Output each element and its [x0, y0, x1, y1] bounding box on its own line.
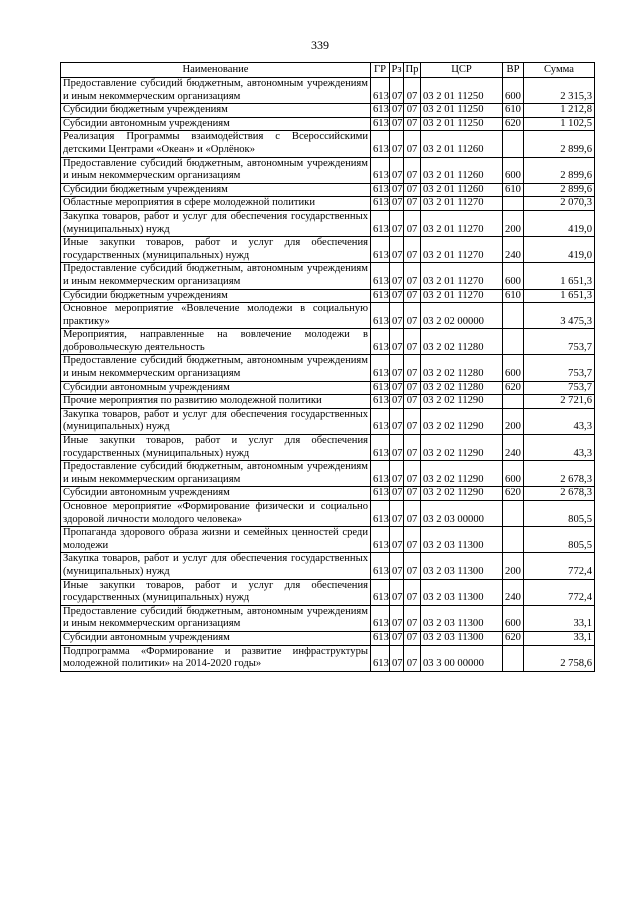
- cell-name: Пропаганда здорового образа жизни и семейных ценностей среди молодежи: [61, 527, 371, 553]
- table-row: [61, 131, 595, 157]
- cell-gr: 613: [371, 487, 390, 501]
- cell-gr: 613: [371, 579, 390, 605]
- cell-vr: 240: [503, 237, 524, 263]
- cell-vr: [503, 131, 524, 157]
- cell-pr: 07: [404, 579, 421, 605]
- cell-name: Основное мероприятие «Вовлечение молодежи в социальную практику»: [61, 303, 371, 329]
- cell-pr: 07: [404, 395, 421, 409]
- cell-name: Иные закупки товаров, работ и услуг для обеспечения государственных (муниципальных) нужд: [61, 579, 371, 605]
- table-row: [61, 104, 595, 118]
- cell-csr: 03 2 01 11250: [421, 78, 503, 104]
- cell-sum: 43,3: [524, 408, 595, 434]
- cell-name: Предоставление субсидий бюджетным, автономным учреждениям и иным некоммерческим организациям: [61, 355, 371, 381]
- cell-vr: 200: [503, 553, 524, 579]
- cell-sum: 2 678,3: [524, 461, 595, 487]
- cell-sum: 2 899,6: [524, 131, 595, 157]
- cell-pr: 07: [404, 157, 421, 183]
- cell-sum: 2 899,6: [524, 157, 595, 183]
- cell-csr: 03 2 01 11250: [421, 117, 503, 131]
- cell-gr: 613: [371, 78, 390, 104]
- cell-name: Предоставление субсидий бюджетным, автономным учреждениям и иным некоммерческим организациям: [61, 461, 371, 487]
- column-header-csr: ЦСР: [421, 63, 503, 78]
- cell-gr: 613: [371, 210, 390, 236]
- cell-sum: 43,3: [524, 435, 595, 461]
- cell-name: Предоставление субсидий бюджетным, автономным учреждениям и иным некоммерческим организациям: [61, 263, 371, 289]
- cell-vr: 200: [503, 210, 524, 236]
- cell-gr: 613: [371, 501, 390, 527]
- cell-vr: [503, 395, 524, 409]
- column-header-gr: ГР: [371, 63, 390, 78]
- cell-sum: 419,0: [524, 210, 595, 236]
- cell-vr: 600: [503, 157, 524, 183]
- cell-pr: 07: [404, 435, 421, 461]
- column-header-sum: Сумма: [524, 63, 595, 78]
- cell-csr: 03 2 02 11290: [421, 487, 503, 501]
- cell-pr: 07: [404, 183, 421, 197]
- cell-name: Реализация Программы взаимодействия с Всероссийскими детскими Центрами «Океан» и «Орлёнок»: [61, 131, 371, 157]
- column-header-rz: Рз: [390, 63, 404, 78]
- cell-name: Закупка товаров, работ и услуг для обеспечения государственных (муниципальных) нужд: [61, 408, 371, 434]
- cell-vr: [503, 501, 524, 527]
- table-row: [61, 303, 595, 329]
- cell-sum: 753,7: [524, 355, 595, 381]
- cell-pr: 07: [404, 631, 421, 645]
- cell-csr: 03 2 01 11260: [421, 183, 503, 197]
- cell-gr: 613: [371, 381, 390, 395]
- cell-vr: [503, 303, 524, 329]
- cell-rz: 07: [390, 329, 404, 355]
- cell-rz: 07: [390, 645, 404, 671]
- cell-csr: 03 2 03 11300: [421, 553, 503, 579]
- cell-rz: 07: [390, 605, 404, 631]
- cell-sum: 1 102,5: [524, 117, 595, 131]
- cell-csr: 03 3 00 00000: [421, 645, 503, 671]
- cell-sum: 772,4: [524, 553, 595, 579]
- table-body: [61, 78, 595, 672]
- cell-name: Закупка товаров, работ и услуг для обеспечения государственных (муниципальных) нужд: [61, 553, 371, 579]
- table-row: [61, 461, 595, 487]
- cell-name: Субсидии автономным учреждениям: [61, 117, 371, 131]
- cell-name: Субсидии автономным учреждениям: [61, 487, 371, 501]
- cell-vr: 600: [503, 605, 524, 631]
- cell-pr: 07: [404, 237, 421, 263]
- cell-sum: 2 678,3: [524, 487, 595, 501]
- table-row: [61, 553, 595, 579]
- cell-sum: 2 758,6: [524, 645, 595, 671]
- cell-csr: 03 2 03 00000: [421, 501, 503, 527]
- cell-gr: 613: [371, 631, 390, 645]
- cell-csr: 03 2 02 11280: [421, 329, 503, 355]
- cell-pr: 07: [404, 381, 421, 395]
- cell-vr: 200: [503, 408, 524, 434]
- cell-csr: 03 2 03 11300: [421, 579, 503, 605]
- cell-csr: 03 2 02 11290: [421, 461, 503, 487]
- cell-pr: 07: [404, 487, 421, 501]
- cell-gr: 613: [371, 117, 390, 131]
- cell-rz: 07: [390, 131, 404, 157]
- cell-gr: 613: [371, 527, 390, 553]
- cell-pr: 07: [404, 131, 421, 157]
- cell-sum: 419,0: [524, 237, 595, 263]
- table-row: [61, 197, 595, 211]
- cell-csr: 03 2 01 11270: [421, 197, 503, 211]
- table-row: [61, 381, 595, 395]
- column-header-vr: ВР: [503, 63, 524, 78]
- cell-gr: 613: [371, 355, 390, 381]
- column-header-pr: Пр: [404, 63, 421, 78]
- page-number: 339: [311, 38, 329, 52]
- table-row: [61, 183, 595, 197]
- cell-gr: 613: [371, 183, 390, 197]
- cell-rz: 07: [390, 631, 404, 645]
- table-row: [61, 289, 595, 303]
- cell-sum: 805,5: [524, 527, 595, 553]
- cell-sum: 772,4: [524, 579, 595, 605]
- table-row: [61, 237, 595, 263]
- cell-pr: 07: [404, 527, 421, 553]
- cell-pr: 07: [404, 645, 421, 671]
- cell-name: Предоставление субсидий бюджетным, автономным учреждениям и иным некоммерческим организациям: [61, 605, 371, 631]
- cell-name: Мероприятия, направленные на вовлечение молодежи в добровольческую деятельность: [61, 329, 371, 355]
- cell-pr: 07: [404, 329, 421, 355]
- cell-pr: 07: [404, 605, 421, 631]
- cell-vr: 600: [503, 263, 524, 289]
- cell-gr: 613: [371, 605, 390, 631]
- cell-name: Иные закупки товаров, работ и услуг для обеспечения государственных (муниципальных) нужд: [61, 435, 371, 461]
- cell-csr: 03 2 01 11260: [421, 131, 503, 157]
- cell-sum: 753,7: [524, 329, 595, 355]
- cell-gr: 613: [371, 461, 390, 487]
- table-row: [61, 631, 595, 645]
- cell-name: Предоставление субсидий бюджетным, автономным учреждениям и иным некоммерческим организациям: [61, 78, 371, 104]
- cell-rz: 07: [390, 197, 404, 211]
- cell-rz: 07: [390, 395, 404, 409]
- cell-vr: 620: [503, 381, 524, 395]
- table-row: [61, 487, 595, 501]
- cell-name: Субсидии бюджетным учреждениям: [61, 183, 371, 197]
- cell-vr: 620: [503, 487, 524, 501]
- cell-rz: 07: [390, 381, 404, 395]
- cell-csr: 03 2 01 11250: [421, 104, 503, 118]
- table-row: [61, 605, 595, 631]
- cell-rz: 07: [390, 183, 404, 197]
- cell-csr: 03 2 02 11280: [421, 355, 503, 381]
- cell-name: Субсидии бюджетным учреждениям: [61, 104, 371, 118]
- cell-gr: 613: [371, 237, 390, 263]
- cell-rz: 07: [390, 263, 404, 289]
- cell-sum: 33,1: [524, 605, 595, 631]
- cell-gr: 613: [371, 197, 390, 211]
- cell-csr: 03 2 02 11290: [421, 408, 503, 434]
- table-row: [61, 435, 595, 461]
- cell-gr: 613: [371, 408, 390, 434]
- cell-pr: 07: [404, 303, 421, 329]
- cell-name: Субсидии автономным учреждениям: [61, 381, 371, 395]
- table-row: [61, 395, 595, 409]
- cell-pr: 07: [404, 117, 421, 131]
- cell-name: Иные закупки товаров, работ и услуг для обеспечения государственных (муниципальных) нужд: [61, 237, 371, 263]
- cell-rz: 07: [390, 435, 404, 461]
- cell-gr: 613: [371, 263, 390, 289]
- cell-vr: 610: [503, 183, 524, 197]
- cell-pr: 07: [404, 197, 421, 211]
- cell-vr: [503, 645, 524, 671]
- cell-rz: 07: [390, 303, 404, 329]
- table-row: [61, 527, 595, 553]
- cell-vr: 240: [503, 579, 524, 605]
- table-row: [61, 263, 595, 289]
- cell-gr: 613: [371, 395, 390, 409]
- cell-sum: 1 651,3: [524, 263, 595, 289]
- cell-vr: 600: [503, 78, 524, 104]
- cell-pr: 07: [404, 553, 421, 579]
- cell-pr: 07: [404, 289, 421, 303]
- cell-vr: 610: [503, 289, 524, 303]
- cell-sum: 2 070,3: [524, 197, 595, 211]
- cell-pr: 07: [404, 263, 421, 289]
- table-header-row: [61, 63, 595, 78]
- cell-rz: 07: [390, 210, 404, 236]
- cell-csr: 03 2 01 11270: [421, 237, 503, 263]
- table-row: [61, 78, 595, 104]
- table-row: [61, 329, 595, 355]
- cell-rz: 07: [390, 78, 404, 104]
- cell-vr: [503, 329, 524, 355]
- cell-pr: 07: [404, 408, 421, 434]
- cell-pr: 07: [404, 461, 421, 487]
- cell-rz: 07: [390, 104, 404, 118]
- budget-table: [60, 62, 595, 672]
- cell-csr: 03 2 02 11280: [421, 381, 503, 395]
- cell-vr: [503, 527, 524, 553]
- cell-rz: 07: [390, 553, 404, 579]
- cell-rz: 07: [390, 501, 404, 527]
- cell-sum: 753,7: [524, 381, 595, 395]
- cell-name: Предоставление субсидий бюджетным, автономным учреждениям и иным некоммерческим организациям: [61, 157, 371, 183]
- cell-gr: 613: [371, 131, 390, 157]
- table-row: [61, 408, 595, 434]
- cell-name: Прочие мероприятия по развитию молодежной политики: [61, 395, 371, 409]
- cell-sum: 1 212,8: [524, 104, 595, 118]
- table-row: [61, 501, 595, 527]
- cell-csr: 03 2 02 11290: [421, 435, 503, 461]
- cell-vr: 600: [503, 355, 524, 381]
- column-header-name: Наименование: [61, 63, 371, 78]
- cell-csr: 03 2 01 11270: [421, 210, 503, 236]
- cell-sum: 33,1: [524, 631, 595, 645]
- cell-gr: 613: [371, 645, 390, 671]
- cell-rz: 07: [390, 579, 404, 605]
- cell-sum: 2 315,3: [524, 78, 595, 104]
- cell-csr: 03 2 02 11290: [421, 395, 503, 409]
- table-row: [61, 117, 595, 131]
- table-row: [61, 645, 595, 671]
- cell-name: Подпрограмма «Формирование и развитие инфраструктуры молодежной политики» на 2014-2020 годы»: [61, 645, 371, 671]
- cell-gr: 613: [371, 303, 390, 329]
- cell-gr: 613: [371, 289, 390, 303]
- cell-csr: 03 2 03 11300: [421, 527, 503, 553]
- cell-rz: 07: [390, 527, 404, 553]
- table-row: [61, 355, 595, 381]
- cell-vr: 620: [503, 117, 524, 131]
- cell-rz: 07: [390, 408, 404, 434]
- cell-gr: 613: [371, 553, 390, 579]
- table-row: [61, 579, 595, 605]
- cell-gr: 613: [371, 435, 390, 461]
- table-row: [61, 210, 595, 236]
- cell-csr: 03 2 02 00000: [421, 303, 503, 329]
- cell-rz: 07: [390, 117, 404, 131]
- cell-pr: 07: [404, 355, 421, 381]
- cell-vr: 620: [503, 631, 524, 645]
- cell-pr: 07: [404, 210, 421, 236]
- cell-rz: 07: [390, 355, 404, 381]
- cell-sum: 1 651,3: [524, 289, 595, 303]
- cell-csr: 03 2 03 11300: [421, 605, 503, 631]
- table-row: [61, 157, 595, 183]
- cell-name: Основное мероприятие «Формирование физически и социально здоровой личности молодого человека»: [61, 501, 371, 527]
- cell-vr: 600: [503, 461, 524, 487]
- cell-name: Субсидии бюджетным учреждениям: [61, 289, 371, 303]
- cell-sum: 2 899,6: [524, 183, 595, 197]
- cell-pr: 07: [404, 104, 421, 118]
- cell-csr: 03 2 01 11260: [421, 157, 503, 183]
- cell-rz: 07: [390, 461, 404, 487]
- cell-name: Областные мероприятия в сфере молодежной политики: [61, 197, 371, 211]
- cell-sum: 805,5: [524, 501, 595, 527]
- cell-pr: 07: [404, 78, 421, 104]
- cell-name: Субсидии автономным учреждениям: [61, 631, 371, 645]
- cell-vr: 610: [503, 104, 524, 118]
- cell-rz: 07: [390, 157, 404, 183]
- cell-csr: 03 2 03 11300: [421, 631, 503, 645]
- cell-rz: 07: [390, 237, 404, 263]
- cell-sum: 2 721,6: [524, 395, 595, 409]
- cell-rz: 07: [390, 289, 404, 303]
- cell-csr: 03 2 01 11270: [421, 263, 503, 289]
- cell-pr: 07: [404, 501, 421, 527]
- cell-vr: [503, 197, 524, 211]
- cell-vr: 240: [503, 435, 524, 461]
- cell-gr: 613: [371, 329, 390, 355]
- cell-sum: 3 475,3: [524, 303, 595, 329]
- cell-gr: 613: [371, 104, 390, 118]
- cell-csr: 03 2 01 11270: [421, 289, 503, 303]
- cell-name: Закупка товаров, работ и услуг для обеспечения государственных (муниципальных) нужд: [61, 210, 371, 236]
- cell-gr: 613: [371, 157, 390, 183]
- cell-rz: 07: [390, 487, 404, 501]
